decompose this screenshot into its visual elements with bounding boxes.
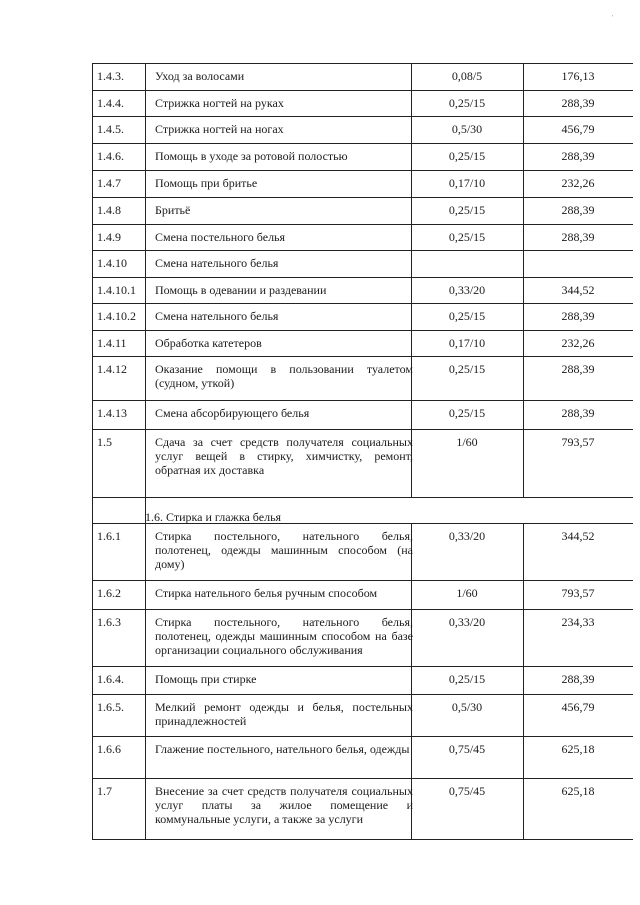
row-number: 1.6.1 (97, 529, 121, 543)
row-number: 1.4.8 (97, 203, 121, 217)
time-norm: 0,25/15 (448, 230, 486, 244)
row-number: 1.6.2 (97, 586, 121, 600)
price: 288,39 (561, 203, 595, 217)
row-number: 1.6.5. (97, 700, 124, 714)
row-number: 1.4.9 (97, 230, 121, 244)
table-row (93, 143, 633, 170)
time-norm: 0,25/15 (448, 362, 486, 376)
service-name: Стрижка ногтей на ногах (155, 122, 284, 136)
time-norm: 0,17/10 (448, 176, 486, 190)
price: 456,79 (561, 122, 595, 136)
time-norm: 0,25/15 (448, 149, 486, 163)
price: 288,39 (561, 672, 595, 686)
table-row (93, 694, 633, 736)
time-norm: 0,08/5 (451, 69, 483, 83)
price: 232,26 (561, 176, 595, 190)
service-name: Обработка катетеров (155, 336, 262, 350)
row-number: 1.4.10.2 (97, 309, 136, 323)
table-row (93, 778, 633, 839)
time-norm: 1/60 (456, 435, 478, 449)
row-number: 1.4.7 (97, 176, 121, 190)
price: 793,57 (561, 435, 595, 449)
time-norm: 0,25/15 (448, 203, 486, 217)
row-number: 1.4.3. (97, 69, 124, 83)
table-row (93, 523, 633, 580)
price: 793,57 (561, 586, 595, 600)
price: 288,39 (561, 362, 595, 376)
time-norm (411, 251, 523, 277)
time-norm: 0,33/20 (448, 615, 486, 629)
price (523, 251, 633, 277)
service-name: Помощь при бритье (155, 176, 258, 190)
table-row (93, 170, 633, 197)
table-row (93, 90, 633, 116)
row-number: 1.4.13 (97, 406, 127, 420)
service-name: Смена нательного белья (155, 256, 279, 270)
price: 232,26 (561, 336, 595, 350)
price: 456,79 (561, 700, 595, 714)
time-norm: 0,17/10 (448, 336, 486, 350)
table-row (93, 303, 633, 330)
service-name: Уход за волосами (155, 69, 245, 83)
service-name: Стрижка ногтей на руках (155, 96, 284, 110)
table-row (93, 666, 633, 694)
time-norm: 0,33/20 (448, 529, 486, 543)
table-row (93, 197, 633, 224)
row-number: 1.4.6. (97, 149, 124, 163)
price: 344,52 (561, 529, 595, 543)
table-row (93, 400, 633, 429)
service-name: Смена постельного белья (155, 230, 286, 244)
row-number: 1.4.10 (97, 256, 127, 270)
row-number: 1.4.5. (97, 122, 124, 136)
section-row (93, 497, 633, 523)
time-norm: 0,75/45 (448, 742, 486, 756)
table-row (93, 330, 633, 356)
time-norm: 0,5/30 (451, 122, 483, 136)
time-norm: 0,25/15 (448, 96, 486, 110)
service-name: Внесение за счет средств получателя социальных услуг платы за жилое помещение и коммунальные услуги, а также за услуги (155, 784, 413, 826)
section-title: 1.6. Стирка и глажка белья (145, 510, 282, 524)
row-number: 1.4.12 (97, 362, 127, 376)
service-name: Помощь в одевании и раздевании (155, 283, 327, 297)
row-number: 1.6.3 (97, 615, 121, 629)
time-norm: 0,75/45 (448, 784, 486, 798)
table-row (93, 609, 633, 666)
table-row (93, 429, 633, 497)
service-name: Оказание помощи в пользовании туалетом (судном, уткой) (155, 362, 413, 390)
row-number: 1.4.10.1 (97, 283, 136, 297)
service-name: Стирка постельного, нательного белья, полотенец, одежды машинным способом (на дому) (155, 529, 413, 571)
price: 234,33 (561, 615, 595, 629)
service-name: Мелкий ремонт одежды и белья, постельных принадлежностей (155, 700, 413, 728)
time-norm: 1/60 (456, 586, 478, 600)
price-table (92, 63, 633, 840)
price: 176,13 (561, 69, 595, 83)
price: 625,18 (561, 742, 595, 756)
row-number: 1.7 (97, 784, 112, 798)
table-row (93, 356, 633, 400)
table-row (93, 277, 633, 303)
row-number: 1.4.4. (97, 96, 124, 110)
service-name: Помощь при стирке (155, 672, 257, 686)
service-name: Помощь в уходе за ротовой полостью (155, 149, 348, 163)
row-number: 1.6.6 (97, 742, 121, 756)
service-name: Бритьё (155, 203, 191, 217)
price: 288,39 (561, 96, 595, 110)
price: 288,39 (561, 406, 595, 420)
price: 288,39 (561, 309, 595, 323)
price: 288,39 (561, 149, 595, 163)
row-number: 1.5 (97, 435, 112, 449)
service-name: Стирка постельного, нательного белья, полотенец, одежды машинным способом на базе организации социального обслуживания (155, 615, 413, 657)
time-norm: 0,5/30 (451, 700, 483, 714)
time-norm: 0,25/15 (448, 672, 486, 686)
price: 288,39 (561, 230, 595, 244)
row-number: 1.4.11 (97, 336, 127, 350)
time-norm: 0,33/20 (448, 283, 486, 297)
price: 625,18 (561, 784, 595, 798)
service-name: Сдача за счет средств получателя социальных услуг вещей в стирку, химчистку, ремонт, обратная их доставка (155, 435, 413, 477)
table-row (93, 224, 633, 250)
table-row (93, 736, 633, 778)
corner-mark: ' (612, 14, 614, 22)
time-norm: 0,25/15 (448, 406, 486, 420)
table-row (93, 64, 633, 90)
price: 344,52 (561, 283, 595, 297)
table-row (93, 580, 633, 609)
table-row (93, 116, 633, 143)
service-name: Стирка нательного белья ручным способом (155, 586, 378, 600)
time-norm: 0,25/15 (448, 309, 486, 323)
table-row (93, 250, 633, 277)
service-name: Смена абсорбирующего белья (155, 406, 310, 420)
row-number: 1.6.4. (97, 672, 124, 686)
service-name: Глажение постельного, нательного белья, одежды (155, 742, 410, 756)
service-name: Смена нательного белья (155, 309, 279, 323)
